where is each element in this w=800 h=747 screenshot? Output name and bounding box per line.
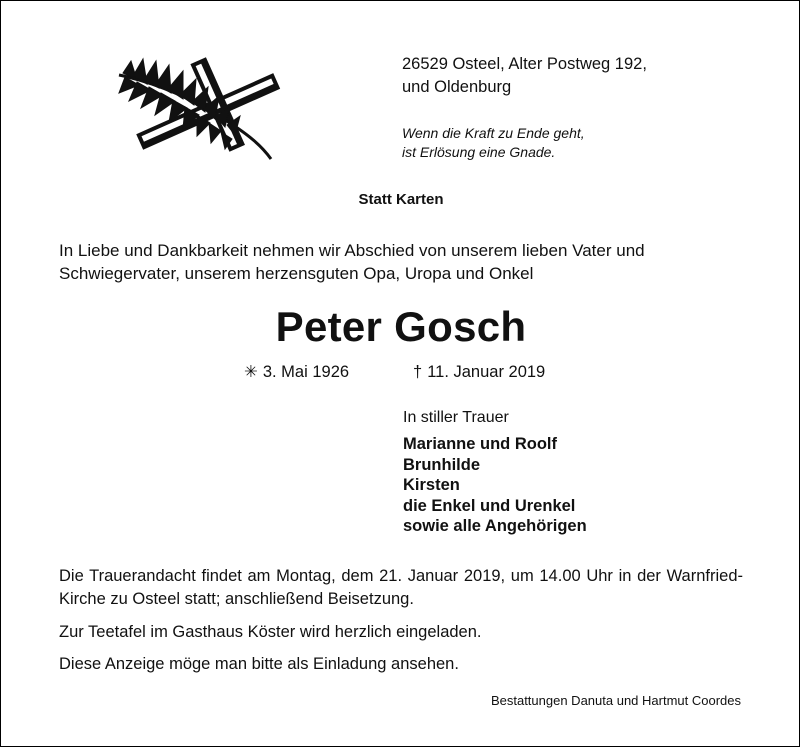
birth-date-value: 3. Mai 1926 [262,363,350,381]
address-line-2: und Oldenburg [402,78,512,96]
mourner-item: Kirsten [403,476,460,494]
birth-date [244,361,349,383]
mourner-item: Marianne und Roolf [403,435,557,453]
quote-block [402,124,585,162]
funeral-home-credit: Bestattungen Danuta und Hartmut Coordes [490,693,741,708]
cross-with-palm-frond-icon [113,53,288,163]
quote-line-2: ist Erlösung eine Gnade. [402,144,556,160]
deceased-name: Peter Gosch [275,303,527,350]
statt-karten-heading: Statt Karten [358,191,444,208]
tea-invitation: Zur Teetafel im Gasthaus Köster wird herzlich eingeladen. [59,623,482,641]
death-dagger-icon: † [413,363,423,381]
birth-star-icon: ✳ [244,363,258,381]
intro-text [59,239,645,285]
intro-line-2: Schwiegervater, unserem herzensguten Opa, Uropa und Onkel [59,264,534,283]
service-announcement: Die Trauerandacht findet am Montag, dem 21. Januar 2019, um 14.00 Uhr in der Warnfried-Kirche zu Osteel statt; anschließend Beisetzung. [59,567,743,608]
mourning-label: In stiller Trauer [403,409,509,426]
mourner-item: die Enkel und Urenkel [403,496,576,515]
mourner-item: Brunhilde [403,455,480,474]
mourner-item: sowie alle Angehörigen [403,517,587,535]
death-date-value: 11. Januar 2019 [427,363,546,381]
invitation-note: Diese Anzeige möge man bitte als Einladung ansehen. [59,655,459,673]
address-block [402,53,647,99]
quote-line-1: Wenn die Kraft zu Ende geht, [402,125,585,141]
death-date [413,361,545,383]
mourners-list [403,434,587,537]
address-line-1: 26529 Osteel, Alter Postweg 192, [402,55,647,73]
intro-line-1: In Liebe und Dankbarkeit nehmen wir Abschied von unserem lieben Vater und [59,241,645,260]
